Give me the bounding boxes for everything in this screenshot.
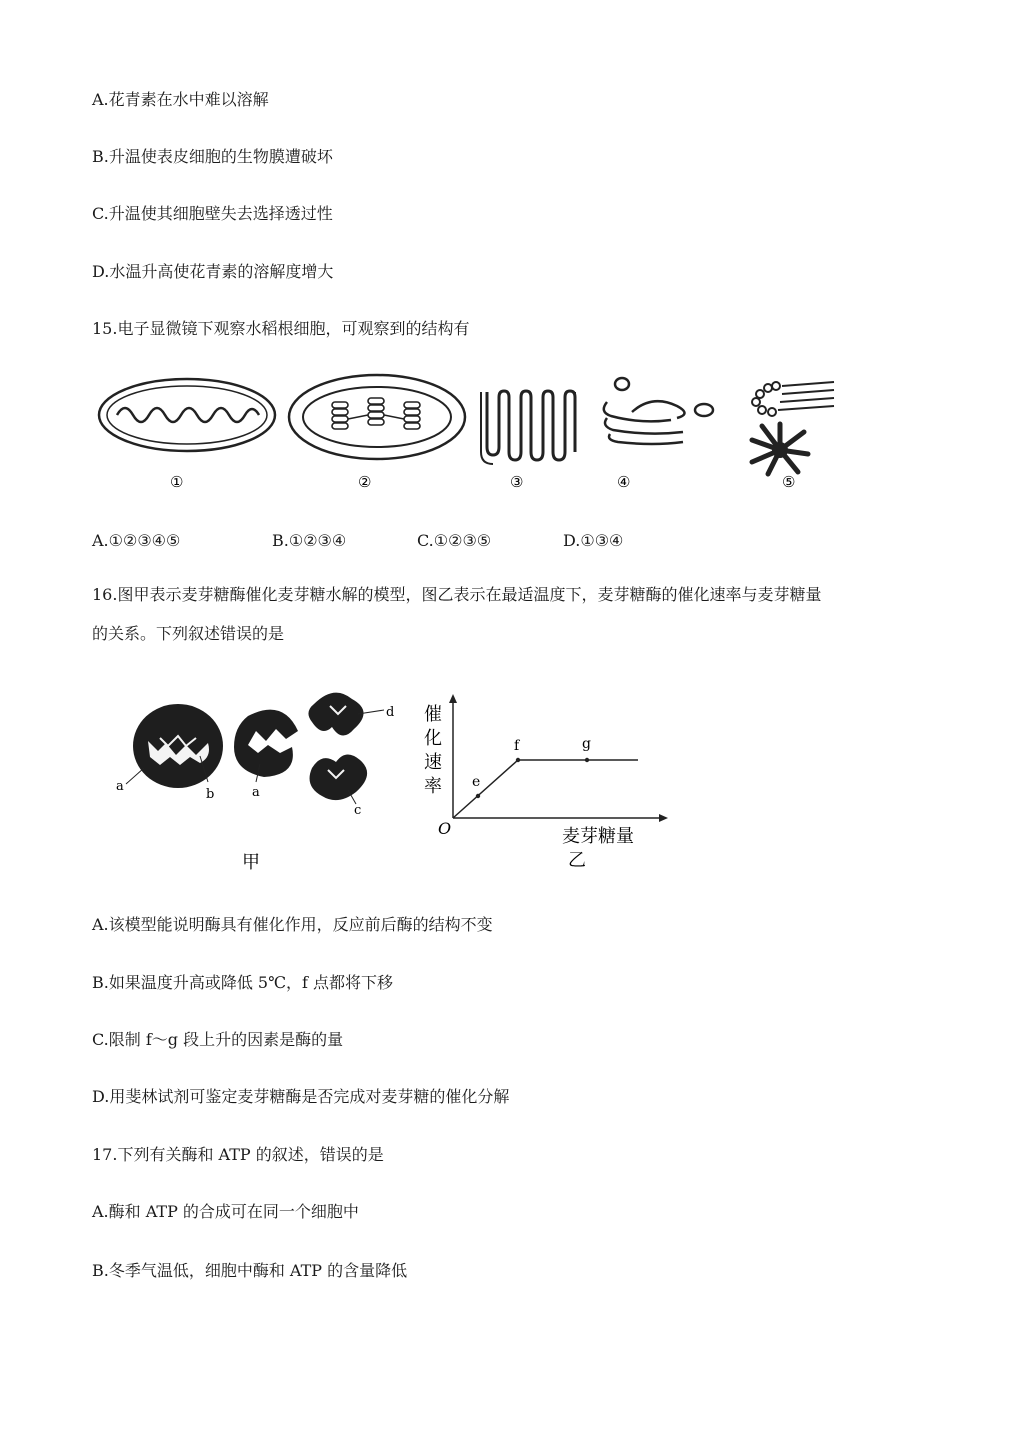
figure-label-4: ④ bbox=[617, 473, 631, 491]
label-c: c bbox=[354, 803, 362, 818]
golgi-apparatus-drawing bbox=[604, 378, 713, 444]
caption-jia: 甲 bbox=[242, 852, 260, 873]
rate-curve bbox=[453, 760, 638, 818]
caption-yi: 乙 bbox=[568, 850, 586, 871]
label-a-enzyme: a bbox=[252, 785, 260, 800]
product-c bbox=[310, 754, 368, 800]
y-label-char-4: 率 bbox=[424, 776, 442, 797]
q15-option-d: D.①③④ bbox=[563, 531, 624, 550]
y-axis-arrow bbox=[449, 694, 457, 703]
point-f-label: f bbox=[514, 738, 520, 754]
figure-label-5: ⑤ bbox=[782, 473, 796, 491]
point-g bbox=[585, 758, 589, 762]
mitochondrion-drawing bbox=[99, 379, 275, 451]
label-d: d bbox=[386, 705, 395, 720]
label-b: b bbox=[206, 787, 215, 802]
q14-option-a: A.花青素在水中难以溶解 bbox=[92, 90, 269, 109]
y-label-char-3: 速 bbox=[424, 752, 442, 773]
q16-option-d: D.用斐林试剂可鉴定麦芽糖酶是否完成对麦芽糖的催化分解 bbox=[92, 1087, 510, 1106]
q16-option-a: A.该模型能说明酶具有催化作用，反应前后酶的结构不变 bbox=[92, 915, 493, 934]
x-axis-arrow bbox=[659, 814, 668, 822]
y-label-char-2: 化 bbox=[424, 728, 442, 749]
chloroplast-drawing bbox=[289, 375, 465, 459]
q17-stem: 17.下列有关酶和 ATP 的叙述，错误的是 bbox=[92, 1145, 384, 1164]
figure-label-2: ② bbox=[358, 473, 372, 491]
q16-option-b: B.如果温度升高或降低 5℃，f 点都将下移 bbox=[92, 973, 394, 992]
q15-option-a: A.①②③④⑤ bbox=[92, 531, 181, 550]
point-e-label: e bbox=[472, 774, 481, 790]
q15-option-c: C.①②③⑤ bbox=[417, 531, 492, 550]
q14-option-c: C.升温使其细胞壁失去选择透过性 bbox=[92, 204, 333, 223]
q16-stem-line2: 的关系。下列叙述错误的是 bbox=[92, 624, 285, 643]
x-axis-label: 麦芽糖量 bbox=[562, 826, 634, 847]
enzyme-a bbox=[234, 710, 298, 777]
q17-option-b: B.冬季气温低，细胞中酶和 ATP 的含量降低 bbox=[92, 1261, 408, 1280]
q16-option-c: C.限制 f～g 段上升的因素是酶的量 bbox=[92, 1030, 344, 1049]
endoplasmic-reticulum-drawing bbox=[481, 391, 575, 464]
q14-option-d: D.水温升高使花青素的溶解度增大 bbox=[92, 262, 334, 281]
product-d bbox=[308, 693, 363, 736]
figure-label-3: ③ bbox=[510, 473, 524, 491]
q15-option-b: B.①②③④ bbox=[272, 531, 347, 550]
origin-label: O bbox=[438, 819, 452, 838]
point-f bbox=[516, 758, 520, 762]
point-e bbox=[476, 794, 480, 798]
q14-option-b: B.升温使表皮细胞的生物膜遭破坏 bbox=[92, 147, 333, 166]
y-label-char-1: 催 bbox=[424, 704, 442, 725]
centrosome-drawing bbox=[752, 382, 834, 474]
point-g-label: g bbox=[582, 736, 591, 752]
q16-figure-yi bbox=[420, 690, 670, 880]
q16-figure-jia bbox=[108, 686, 408, 876]
q15-figure-organelles bbox=[92, 372, 852, 502]
q17-option-a: A.酶和 ATP 的合成可在同一个细胞中 bbox=[92, 1202, 359, 1221]
enzyme-substrate-complex bbox=[133, 704, 223, 788]
q15-stem: 15.电子显微镜下观察水稻根细胞，可观察到的结构有 bbox=[92, 319, 470, 338]
q16-stem-line1: 16.图甲表示麦芽糖酶催化麦芽糖水解的模型，图乙表示在最适温度下，麦芽糖酶的催化速率与麦芽糖量 bbox=[92, 585, 822, 604]
label-a-complex: a bbox=[116, 779, 124, 794]
figure-label-1: ① bbox=[170, 473, 184, 491]
